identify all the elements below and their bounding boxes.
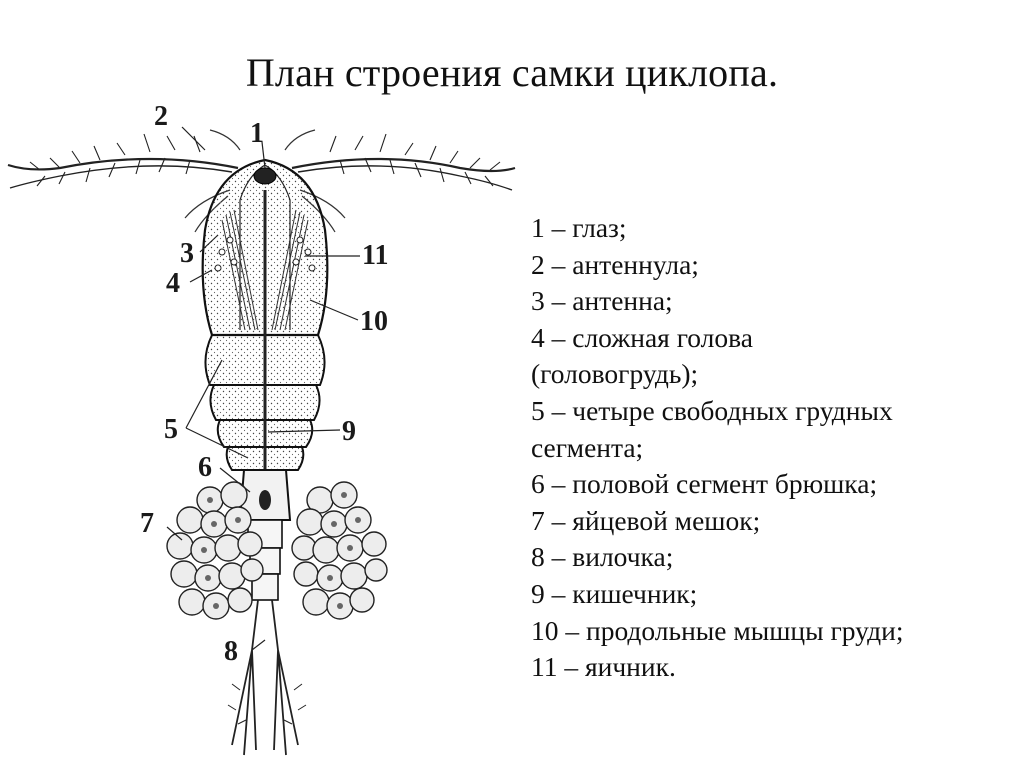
egg-sac-right [292,482,387,619]
callout-2: 2 [154,101,168,132]
legend-list [531,210,1021,686]
legend-item: 7 – яйцевой мешок; [531,504,761,536]
callout-3: 3 [180,238,194,269]
callout-7: 7 [140,508,154,539]
callout-10: 10 [360,306,388,337]
legend-item: (головогрудь); [531,358,699,390]
callout-4: 4 [166,268,180,299]
legend-item: 2 – антеннула; [531,248,699,280]
callout-5: 5 [164,414,178,445]
page-title: План строения самки циклопа. [245,49,779,95]
legend-item: 8 – вилочка; [531,541,674,573]
legend-item: 10 – продольные мышцы груди; [531,614,904,646]
legend-item: 3 – антенна; [531,285,673,317]
cyclops-diagram [0,90,520,767]
callout-8: 8 [224,636,238,667]
legend-item: 5 – четыре свободных грудных [531,394,893,426]
legend-item: 4 – сложная голова [531,321,753,353]
callout-9: 9 [342,416,356,447]
legend-item: сегмента; [531,431,644,463]
callout-6: 6 [198,452,212,483]
furca [228,600,306,755]
legend-item: 11 – яичник. [531,651,676,683]
legend-item: 9 – кишечник; [531,577,698,609]
legend-item: 6 – половой сегмент брюшка; [531,468,878,500]
callout-1: 1 [250,118,264,149]
callout-11: 11 [362,240,389,271]
antennule-right [292,134,515,190]
eye [254,168,276,184]
antennule-left [8,134,238,188]
legend-item: 1 – глаз; [531,212,627,243]
